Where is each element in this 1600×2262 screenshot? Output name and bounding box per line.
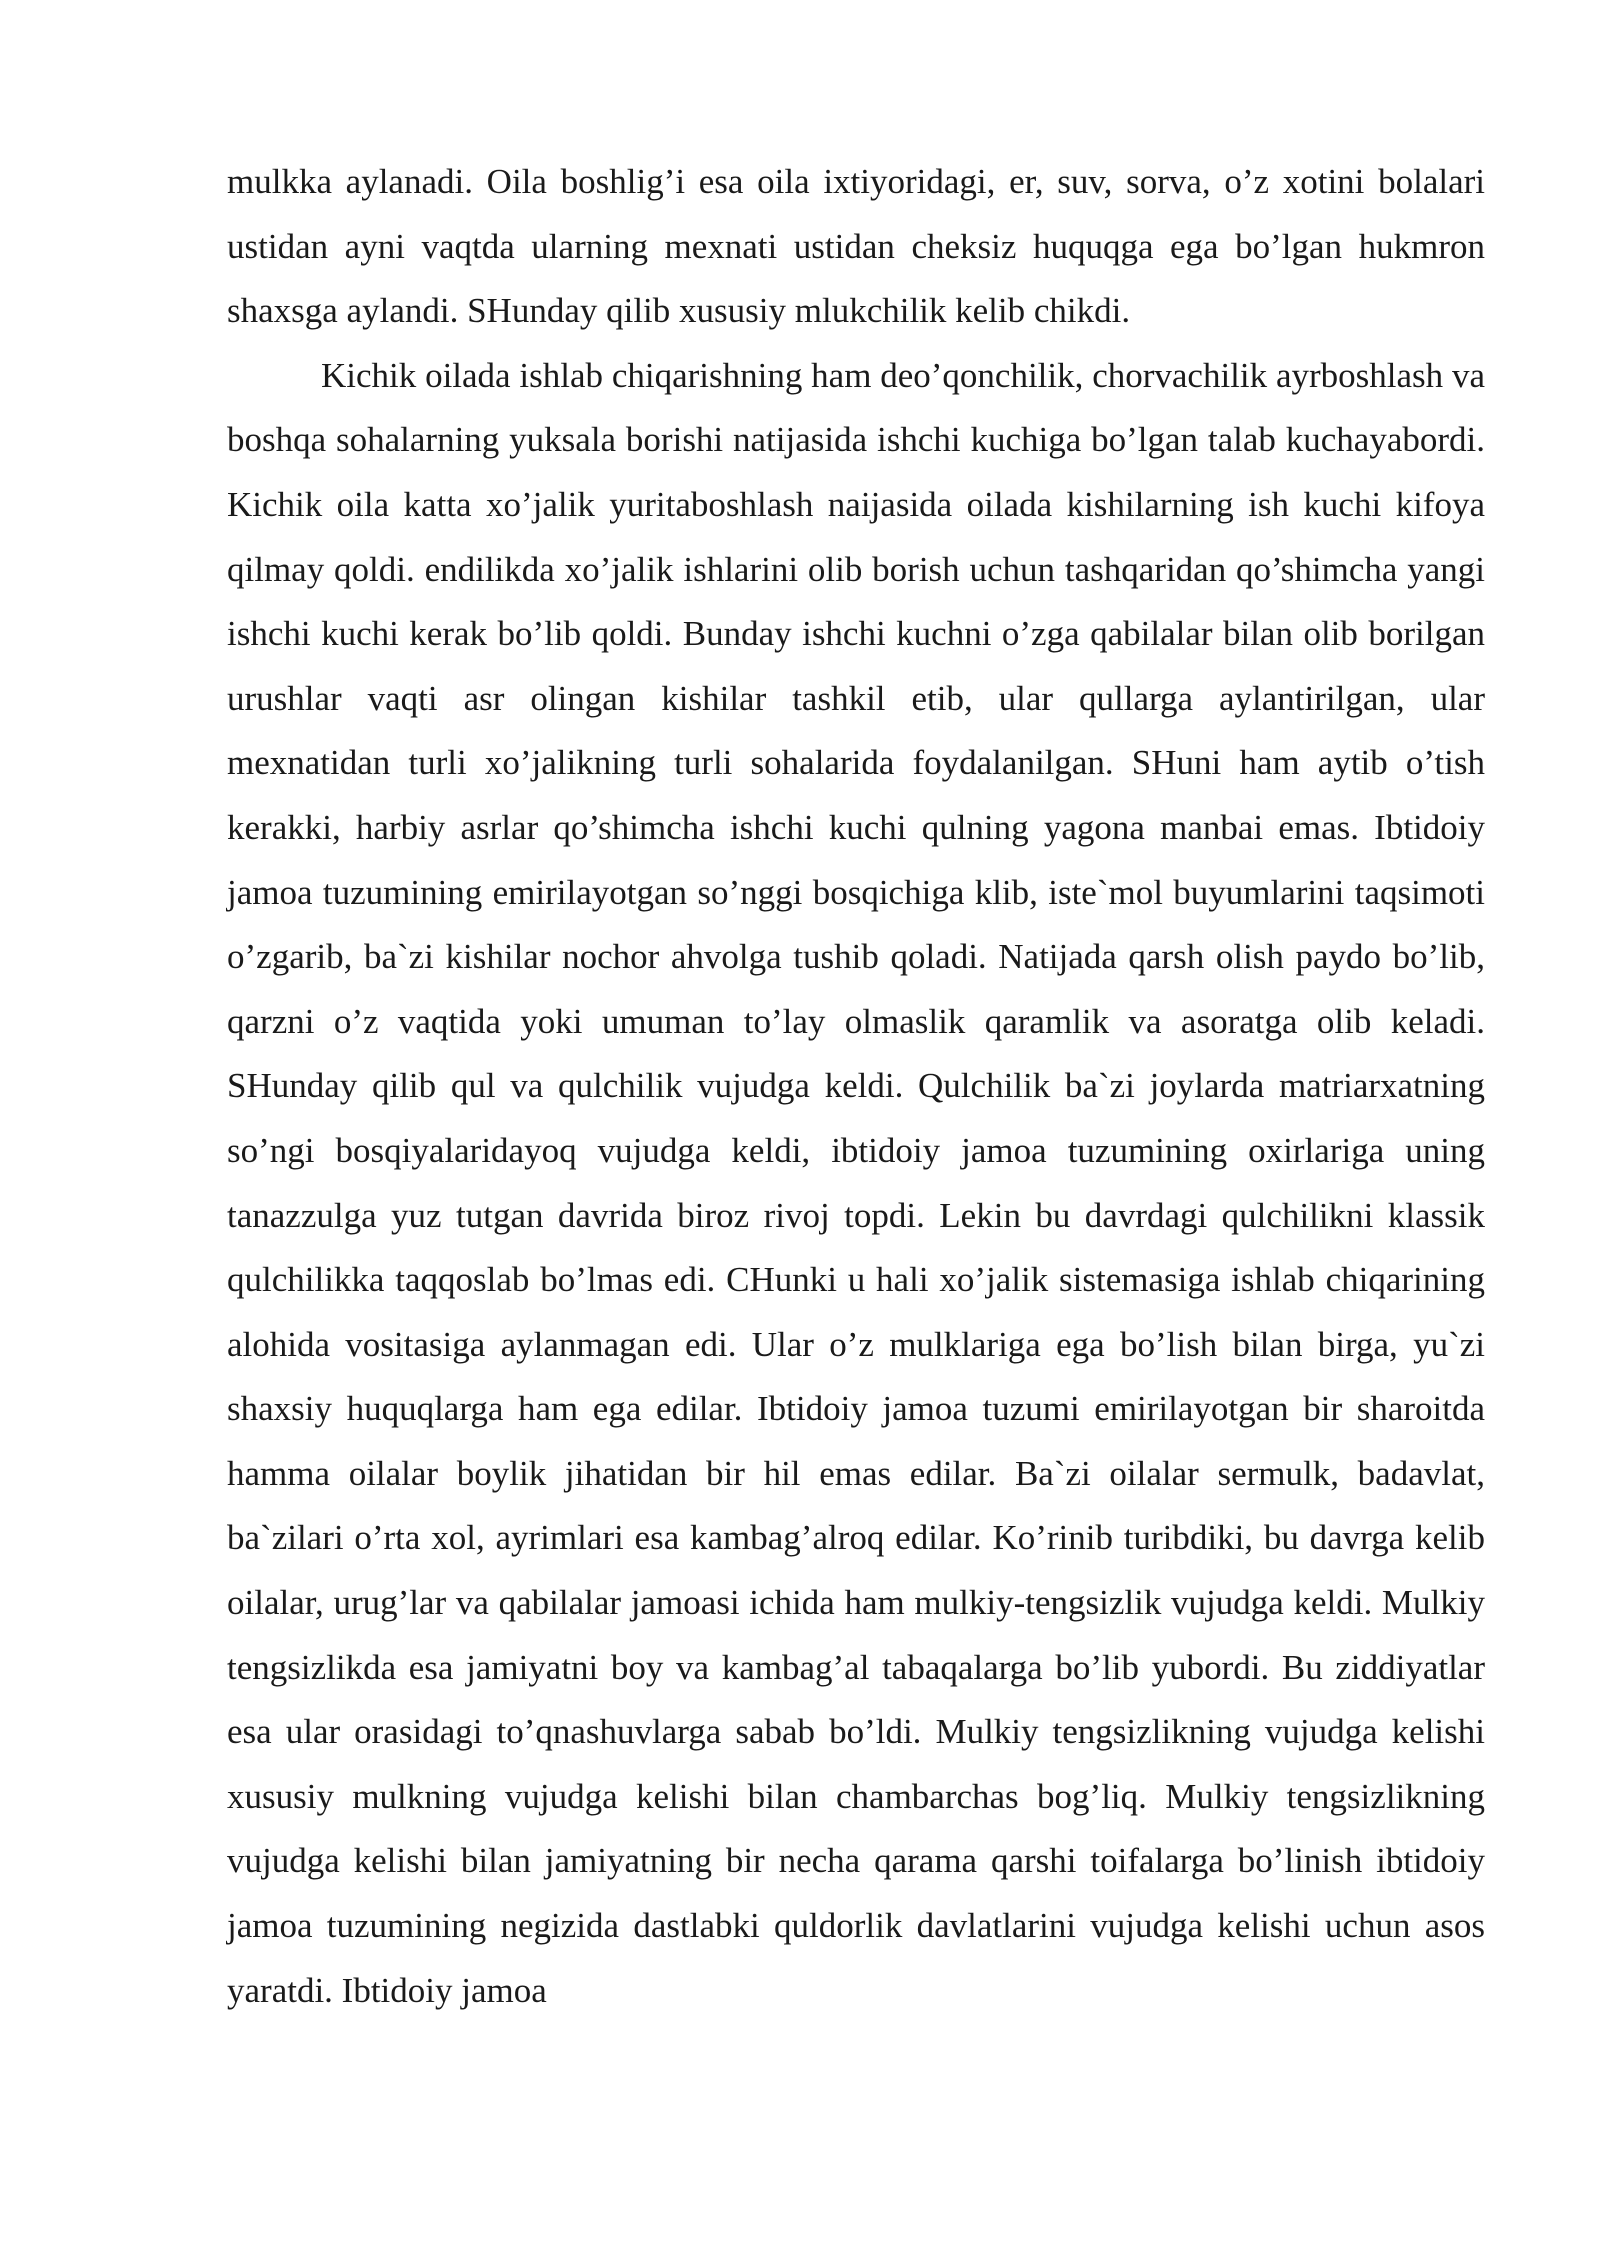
document-body xyxy=(227,150,1485,2023)
paragraph-continuation: mulkka aylanadi. Oila boshlig’i esa oila ixtiyoridagi, er, suv, sorva, o’z xotini bolalari ustidan ayni vaqtda ularning mexnati ustidan cheksiz huquqga ega bo’lgan hukmron shaxsga aylandi. SHunday qilib xususiy mlukchilik kelib chikdi. xyxy=(227,162,1485,331)
paragraph-kichik-oilada: Kichik oilada ishlab chiqarishning ham deo’qonchilik, chorvachilik ayrboshlash va boshqa sohalarning yuksala borishi natijasida ishchi kuchiga bo’lgan talab kuchayabordi. Kichik oila katta xo’jalik yuritaboshlash naijasida oilada kishilarning ish kuchi kifoya qilmay qoldi. endilikda xo’jalik ishlarini olib borish uchun tashqaridan qo’shimcha yangi ishchi kuchi kerak bo’lib qoldi. Bunday ishchi kuchni o’zga qabilalar bilan olib borilgan urushlar vaqti asr olingan kishilar tashkil etib, ular qullarga aylantirilgan, ular mexnatidan turli xo’jalikning turli sohalarida foydalanilgan. SHuni ham aytib o’tish kerakki, harbiy asrlar qo’shimcha ishchi kuchi qulning yagona manbai emas. Ibtidoiy jamoa tuzumining emirilayotgan so’nggi bosqichiga klib, iste`mol buyumlarini taqsimoti o’zgarib, ba`zi kishilar nochor ahvolga tushib qoladi. Natijada qarsh olish paydo bo’lib, qarzni o’z vaqtida yoki umuman to’lay olmaslik qaramlik va asoratga olib keladi. SHunday qilib qul va qulchilik vujudga keldi. Qulchilik ba`zi joylarda matriarxatning so’ngi bosqiyalaridayoq vujudga keldi, ibtidoiy jamoa tuzumining oxirlariga uning tanazzulga yuz tutgan davrida biroz rivoj topdi. Lekin bu davrdagi qulchilikni klassik qulchilikka taqqoslab bo’lmas edi. CHunki u hali xo’jalik sistemasiga ishlab chiqarining alohida vositasiga aylanmagan edi. Ular o’z mulklariga ega bo’lish bilan birga, yu`zi shaxsiy huquqlarga ham ega edilar. Ibtidoiy jamoa tuzumi emirilayotgan bir sharoitda hamma oilalar boylik jihatidan bir hil emas edilar. Ba`zi oilalar sermulk, badavlat, ba`zilari o’rta xol, ayrimlari esa kambag’alroq edilar. Ko’rinib turibdiki, bu davrga kelib oilalar, urug’lar va qabilalar jamoasi ichida ham mulkiy-tengsizlik vujudga keldi. Mulkiy tengsizlikda esa jamiyatni boy va kambag’al tabaqalarga bo’lib yubordi. Bu ziddiyatlar esa ular orasidagi to’qnashuvlarga sabab bo’ldi. Mulkiy tengsizlikning vujudga kelishi xususiy mulkning vujudga kelishi bilan chambarchas bog’liq. Mulkiy tengsizlikning vujudga kelishi bilan jamiyatning bir necha qarama qarshi toifalarga bo’linish ibtidoiy jamoa tuzumining negizida dastlabki quldorlik davlatlarini vujudga kelishi uchun asos yaratdi. Ibtidoiy jamoa xyxy=(227,355,1485,2010)
